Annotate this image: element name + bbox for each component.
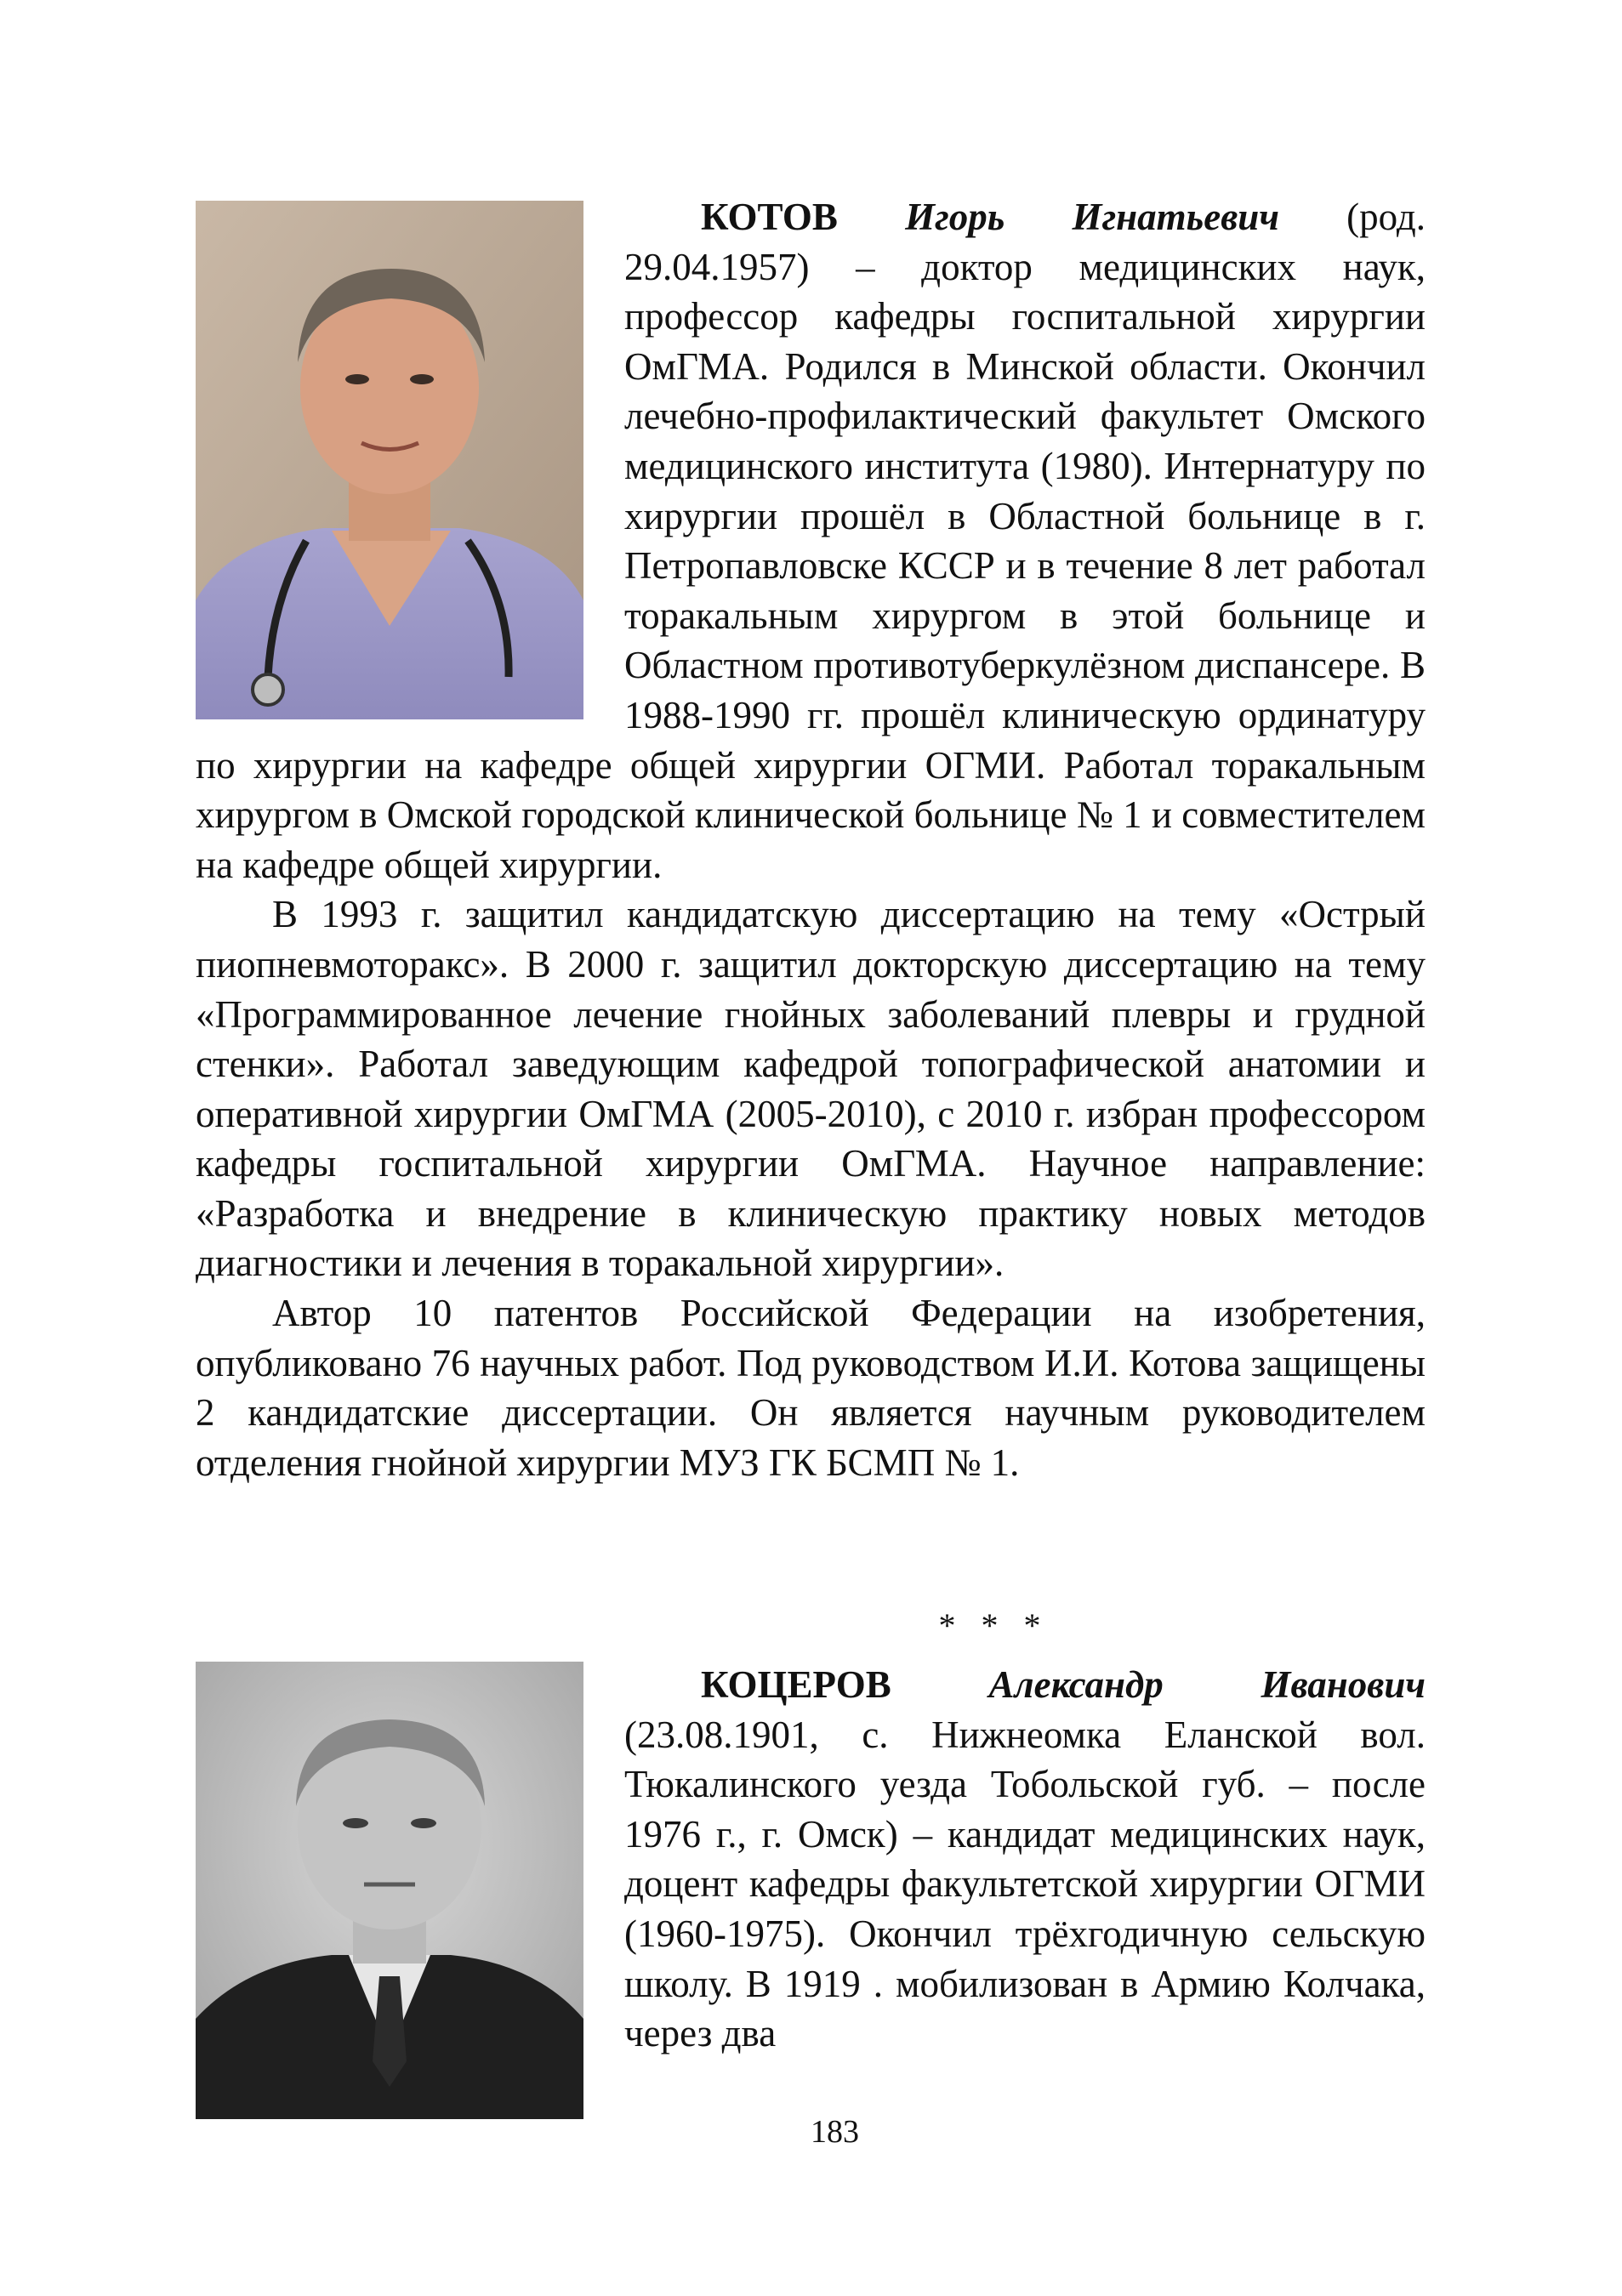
surname: КОЦЕРОВ [701, 1663, 891, 1706]
surname: КОТОВ [701, 196, 838, 238]
person-name [624, 196, 1279, 238]
section-separator [0, 1605, 1622, 1645]
biography-entry-kotov [196, 192, 1426, 1487]
entry-intro-text: (род. 29.04.1957) – доктор медицинских наук, профессор кафедры госпитальной хирургии ОмГМА. Родился в Минской области. Окончил лечебно-профилактический факультет Омского медицинского института (1980). Интернатуру по хирургии прошёл в Областной больнице в г. Петропавловске КССР и в течение 8 лет работал торакальным хирургом в этой больнице и Областном противотуберкулёзном диспансере. В 1988-1990 гг. прошёл клиническую ординатуру по хирургии на кафедре общей хирургии ОГМИ. Работал торакальным хирургом в Омской городской клинической больнице № 1 и совместителем на кафедре общей хирургии. [196, 196, 1426, 886]
separator-stars: * * * [938, 1606, 1050, 1645]
entry-intro-text: (23.08.1901, с. Нижнеомка Еланской вол. Тюкалинского уезда Тобольской губ. – после 1976 г., г. Омск) – кандидат медицинских наук, доцент кафедры факультетской хирургии ОГМИ (1960-1975). Окончил трёхгодичную сельскую школу. В 1919 . мобилизован в Армию Колчака, через два [624, 1713, 1426, 2055]
entry-paragraph-2: В 1993 г. защитил кандидатскую диссертацию на тему «Острый пиопневмоторакс». В 2000 г. защитил докторскую диссертацию на тему «Программированное лечение гнойных заболеваний плевры и грудной стенки». Работал заведующим кафедрой топографической анатомии и оперативной хирургии ОмГМА (2005-2010), с 2010 г. избран профессором кафедры госпитальной хирургии ОмГМА. Научное направление: «Разработка и внедрение в клиническую практику новых методов диагностики и лечения в торакальной хирургии». [196, 893, 1426, 1285]
portrait-photo-kotserov [196, 1662, 583, 2119]
biography-entry-kotserov [196, 1660, 1426, 2129]
entry-paragraph-3: Автор 10 патентов Российской Федерации на изобретения, опубликовано 76 научных работ. Под руководством И.И. Котова защищены 2 кандидатские диссертации. Он является научным руководителем отделения гнойной хирургии МУЗ ГК БСМП № 1. [196, 1292, 1426, 1484]
portrait-photo-kotov [196, 201, 583, 719]
person-name [624, 1663, 1426, 1706]
given-name: Игорь Игнатьевич [905, 196, 1279, 238]
given-name: Александр Иванович [988, 1663, 1426, 1706]
page-number: 183 [811, 2114, 859, 2150]
